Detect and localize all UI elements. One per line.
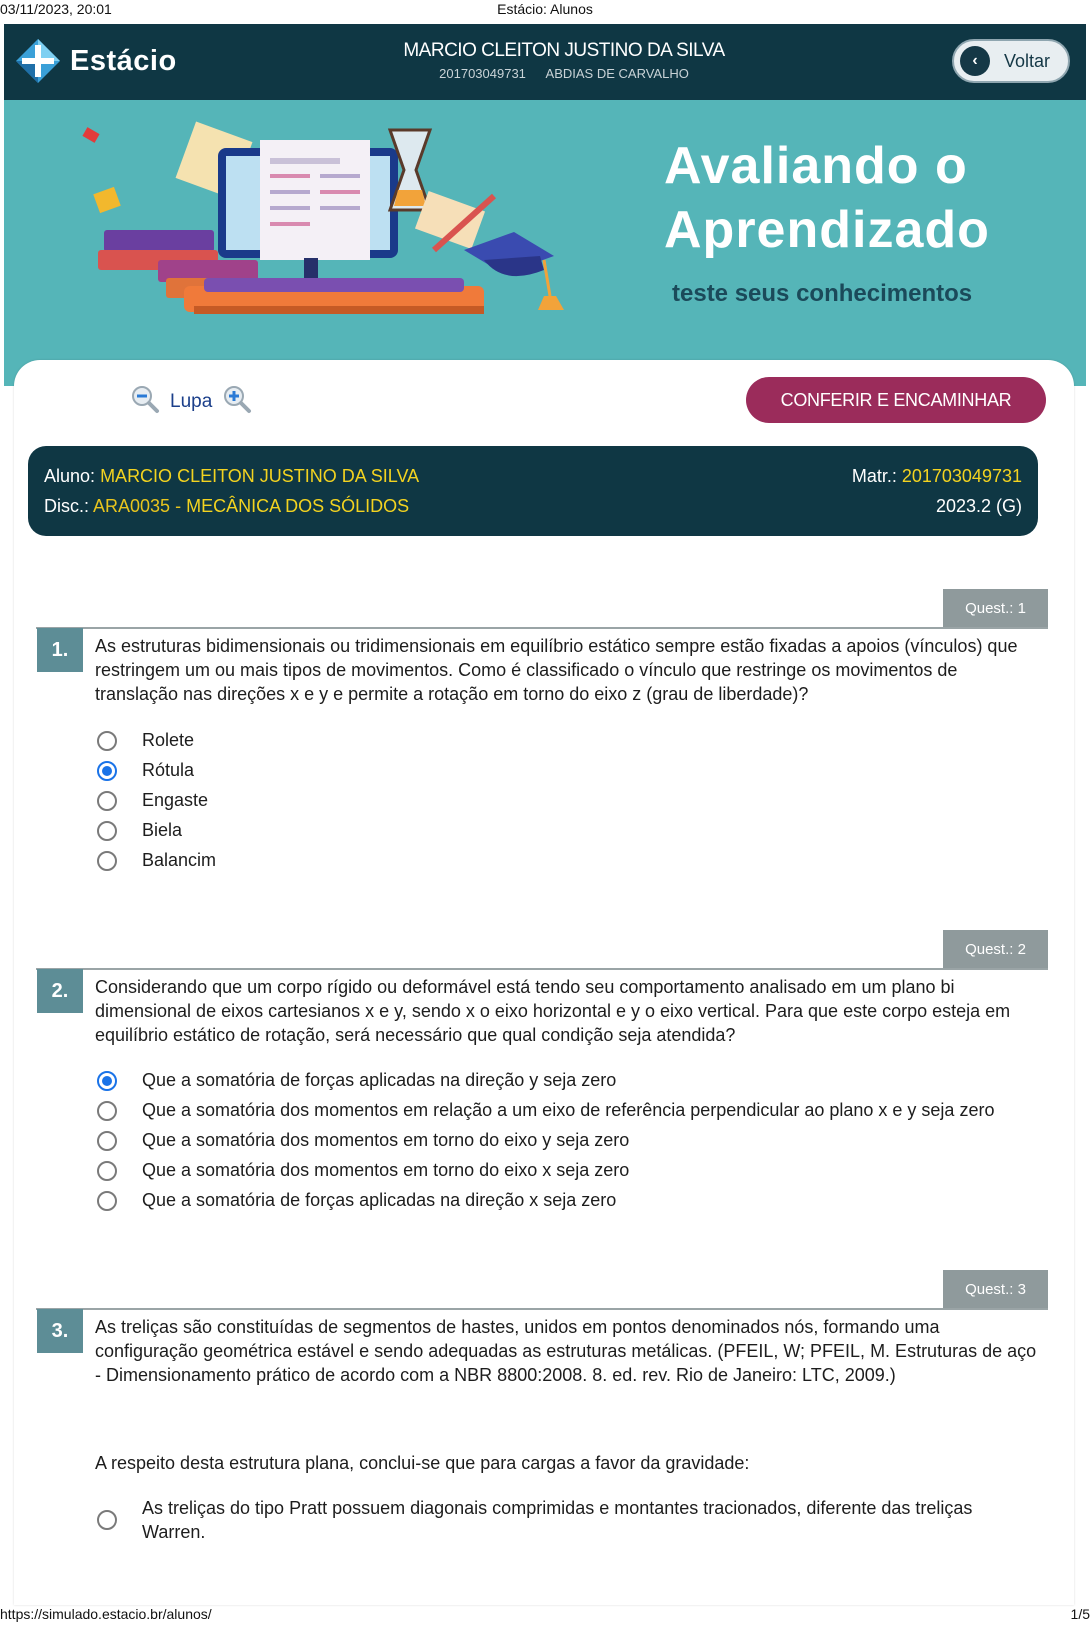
student-id: 201703049731 xyxy=(439,66,526,81)
radio-button[interactable] xyxy=(97,1101,117,1121)
answer-option-label: Que a somatória dos momentos em torno do eixo x seja zero xyxy=(142,1160,630,1180)
question-divider xyxy=(36,627,1048,629)
question-divider xyxy=(36,1308,1048,1310)
banner-title-line1: Avaliando o xyxy=(664,137,968,195)
question-tag: Quest.: 3 xyxy=(943,1270,1048,1308)
question-text: Considerando que um corpo rígido ou deformável está tendo seu comportamento analisado em um plano bi dimensional de eixos cartesianos x e y, sendo x o eixo horizontal e y o eixo vertical. Para que este corpo esteja em equilíbrio estático de rotação, será necessário que qual condição seja atendida? xyxy=(95,977,1011,1045)
disc-row xyxy=(44,496,409,517)
answer-option-label: Que a somatória de forças aplicadas na direção y seja zero xyxy=(142,1070,617,1090)
answer-option-label: Que a somatória dos momentos em relação a um eixo de referência perpendicular ao plano x e y seja zero xyxy=(142,1100,995,1120)
answer-option-label: Balancim xyxy=(142,850,217,870)
brand-name: Estácio xyxy=(70,44,177,77)
back-button[interactable] xyxy=(952,39,1070,83)
print-date: 03/11/2023, 20:01 xyxy=(0,1,112,17)
student-campus: ABDIAS DE CARVALHO xyxy=(545,66,689,81)
student-header xyxy=(304,40,824,81)
submit-button[interactable]: CONFERIR E ENCAMINHAR xyxy=(746,377,1046,423)
answer-option-label: Engaste xyxy=(142,790,209,810)
answer-option[interactable] xyxy=(97,1098,994,1122)
print-page-number: 1/5 xyxy=(1070,1606,1090,1622)
aluno-label: Aluno: xyxy=(44,466,96,486)
question-number: 2. xyxy=(37,969,83,1013)
disc-code: ARA0035 - xyxy=(93,496,182,516)
banner-title xyxy=(664,134,990,262)
matr-label: Matr.: xyxy=(851,466,897,486)
aluno-value: MARCIO CLEITON JUSTINO DA SILVA xyxy=(100,466,420,486)
question-prompt: A respeito desta estrutura plana, conclui-se que para cargas a favor da gravidade: xyxy=(95,1453,750,1473)
radio-button[interactable] xyxy=(97,1131,117,1151)
radio-button[interactable] xyxy=(97,791,117,811)
answer-option[interactable] xyxy=(97,1128,629,1152)
answer-option-label: Rótula xyxy=(142,760,195,780)
question-divider xyxy=(36,968,1048,970)
question-text: As estruturas bidimensionais ou tridimensionais em equilíbrio estático sempre estão fixadas a apoios (vínculos) que restringem um ou mais tipos de movimentos. Como é classificado o vínculo que restringe os movimentos de translação nas direções x e y e permite a rotação em torno do eixo z (grau de liberdade)? xyxy=(95,636,1018,704)
radio-button-selected[interactable] xyxy=(97,1071,117,1091)
period: 2023.2 (G) xyxy=(935,496,1022,516)
back-button-label: Voltar xyxy=(1004,50,1051,71)
answer-option[interactable] xyxy=(97,818,182,842)
radio-button[interactable] xyxy=(97,851,117,871)
answer-option-label: Biela xyxy=(142,820,183,840)
answer-option-label: Que a somatória de forças aplicadas na direção x seja zero xyxy=(142,1190,617,1210)
radio-button[interactable] xyxy=(97,821,117,841)
answer-option[interactable] xyxy=(97,788,208,812)
student-info-box xyxy=(28,446,1038,536)
banner-subtitle: teste seus conhecimentos xyxy=(672,280,973,307)
question-tag: Quest.: 2 xyxy=(943,930,1048,968)
print-footer xyxy=(0,1604,1090,1626)
radio-button-selected[interactable] xyxy=(97,761,117,781)
answer-option-label: Rolete xyxy=(142,730,195,750)
magnifier-controls xyxy=(130,384,252,419)
disc-name: MECÂNICA DOS SÓLIDOS xyxy=(186,496,410,516)
answer-option[interactable] xyxy=(97,848,216,872)
print-url: https://simulado.estacio.br/alunos/ xyxy=(0,1606,212,1622)
answer-option[interactable] xyxy=(97,1068,616,1092)
hero-banner xyxy=(4,100,1086,386)
print-title: Estácio: Alunos xyxy=(497,1,593,17)
top-bar xyxy=(4,24,1086,100)
study-illustration xyxy=(74,110,594,330)
zoom-in-icon[interactable] xyxy=(222,384,252,419)
question-text: As treliças são constituídas de segmentos de hastes, unidos em pontos denominados nós, formando uma configuração geométrica estável e sendo adequadas as estruturas metálicas. (PFEIL, W; PFEIL, M. Estruturas de aço - Dimensionamento prático de acordo com a NBR 8800:2008. 8. ed. rev. Rio de Janeiro: LTC, 2009.) xyxy=(95,1317,1037,1385)
zoom-out-icon[interactable] xyxy=(130,384,160,419)
matr-value: 201703049731 xyxy=(901,466,1022,486)
answer-option[interactable] xyxy=(97,1188,616,1212)
print-header xyxy=(0,0,1090,22)
estacio-logo-icon xyxy=(14,37,62,85)
chevron-left-icon: ‹ xyxy=(960,46,990,76)
question-number: 1. xyxy=(37,628,83,672)
aluno-row xyxy=(44,466,419,487)
answer-option[interactable] xyxy=(97,1158,629,1182)
answer-option-label: Que a somatória dos momentos em torno do eixo y seja zero xyxy=(142,1130,630,1150)
answer-option[interactable] xyxy=(97,728,194,752)
question-tag: Quest.: 1 xyxy=(943,589,1048,627)
radio-button[interactable] xyxy=(97,1161,117,1181)
radio-button[interactable] xyxy=(97,731,117,751)
student-name: MARCIO CLEITON JUSTINO DA SILVA xyxy=(403,40,725,61)
question-number: 3. xyxy=(37,1309,83,1353)
estacio-logo[interactable] xyxy=(14,36,177,86)
student-meta xyxy=(304,66,824,81)
lupa-label: Lupa xyxy=(170,390,213,412)
answer-option-label: As treliças do tipo Pratt possuem diagonais comprimidas e montantes tracionados, diferente das treliças Warren. xyxy=(142,1498,973,1542)
banner-title-line2: Aprendizado xyxy=(664,201,990,259)
answer-option[interactable] xyxy=(97,1496,1017,1544)
matr-row xyxy=(852,466,1022,487)
disc-label: Disc.: xyxy=(44,496,89,516)
answer-option[interactable] xyxy=(97,758,194,782)
radio-button[interactable] xyxy=(97,1191,117,1211)
radio-button[interactable] xyxy=(97,1510,117,1530)
